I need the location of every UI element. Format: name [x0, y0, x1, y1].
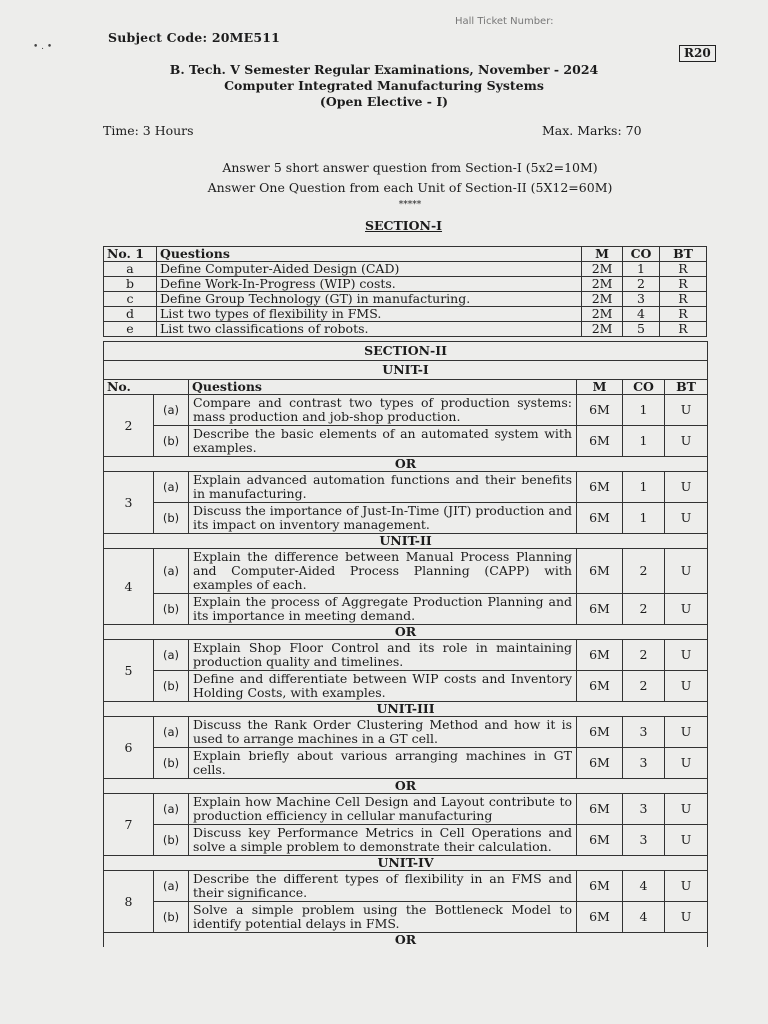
- table-row: [104, 395, 708, 426]
- part-label: (a): [154, 640, 189, 671]
- table-row: [104, 292, 707, 307]
- course-outcome: 2: [623, 671, 665, 702]
- question-text: Explain advanced automation functions and their benefits in manufacturing.: [189, 472, 577, 503]
- table-row: [104, 503, 708, 534]
- question-text: Discuss the Rank Order Clustering Method and how it is used to arrange machines in a GT cell.: [189, 717, 577, 748]
- question-number: c: [104, 292, 157, 307]
- column-header: BT: [665, 380, 708, 395]
- question-number: 2: [104, 395, 154, 457]
- question-number: 5: [104, 640, 154, 702]
- blooms-level: R: [660, 262, 707, 277]
- course-outcome: 3: [623, 748, 665, 779]
- blooms-level: U: [665, 825, 708, 856]
- part-label: (b): [154, 748, 189, 779]
- question-number: 3: [104, 472, 154, 534]
- marks: 6M: [577, 671, 623, 702]
- marks: 6M: [577, 472, 623, 503]
- or-divider: OR: [104, 933, 708, 948]
- question-text: List two types of flexibility in FMS.: [156, 307, 581, 322]
- question-number: e: [104, 322, 157, 337]
- blooms-level: U: [665, 594, 708, 625]
- blooms-level: U: [665, 426, 708, 457]
- question-text: Define and differentiate between WIP costs and Inventory Holding Costs, with examples.: [189, 671, 577, 702]
- question-text: Define Group Technology (GT) in manufacturing.: [156, 292, 581, 307]
- unit-title: UNIT-III: [104, 702, 708, 717]
- table-row: [104, 277, 707, 292]
- marks: 6M: [577, 503, 623, 534]
- course-outcome: 2: [623, 549, 665, 594]
- hall-ticket-label: Hall Ticket Number:: [455, 16, 554, 27]
- marks: 2M: [582, 262, 623, 277]
- blooms-level: U: [665, 671, 708, 702]
- regulation-badge: R20: [679, 45, 716, 62]
- table-row: [104, 262, 707, 277]
- column-header: M: [582, 247, 623, 262]
- section-2-title: SECTION-II: [104, 342, 708, 361]
- blooms-level: U: [665, 902, 708, 933]
- course-outcome: 4: [623, 871, 665, 902]
- question-text: Explain how Machine Cell Design and Layout contribute to production efficiency in cellular manufacturing: [189, 794, 577, 825]
- course-outcome: 1: [623, 262, 660, 277]
- table-row: [104, 825, 708, 856]
- section-2-table: [103, 341, 708, 947]
- table-header-row: [104, 247, 707, 262]
- separator-stars: *****: [398, 200, 422, 210]
- part-label: (a): [154, 549, 189, 594]
- course-outcome: 2: [623, 594, 665, 625]
- max-marks: Max. Marks: 70: [542, 123, 642, 138]
- blooms-level: U: [665, 503, 708, 534]
- marks: 6M: [577, 825, 623, 856]
- table-row: [104, 748, 708, 779]
- column-header: M: [577, 380, 623, 395]
- column-header: Questions: [156, 247, 581, 262]
- blooms-level: U: [665, 748, 708, 779]
- course-outcome: 1: [623, 426, 665, 457]
- unit-title: UNIT-IV: [104, 856, 708, 871]
- course-outcome: 3: [623, 794, 665, 825]
- question-text: Explain the difference between Manual Process Planning and Computer-Aided Process Planning (CAPP) with examples of each.: [189, 549, 577, 594]
- table-header-row: [104, 380, 708, 395]
- blooms-level: R: [660, 292, 707, 307]
- section-1-table: [103, 246, 707, 337]
- course-outcome: 1: [623, 472, 665, 503]
- unit-title: UNIT-II: [104, 534, 708, 549]
- column-header: No.: [104, 380, 189, 395]
- blooms-level: U: [665, 472, 708, 503]
- question-number: 6: [104, 717, 154, 779]
- table-row: [104, 549, 708, 594]
- column-header: CO: [623, 247, 660, 262]
- question-text: List two classifications of robots.: [156, 322, 581, 337]
- part-label: (a): [154, 472, 189, 503]
- table-row: [104, 671, 708, 702]
- question-text: Describe the basic elements of an automated system with examples.: [189, 426, 577, 457]
- marks: 6M: [577, 549, 623, 594]
- marks: 6M: [577, 594, 623, 625]
- blooms-level: R: [660, 277, 707, 292]
- marks: 6M: [577, 426, 623, 457]
- or-divider: OR: [104, 625, 708, 640]
- course-outcome: 2: [623, 277, 660, 292]
- marks: 6M: [577, 794, 623, 825]
- or-divider: OR: [104, 779, 708, 794]
- marks: 6M: [577, 395, 623, 426]
- marks: 2M: [582, 277, 623, 292]
- table-row: [104, 307, 707, 322]
- marks: 6M: [577, 748, 623, 779]
- marks: 6M: [577, 871, 623, 902]
- blooms-level: R: [660, 307, 707, 322]
- question-number: b: [104, 277, 157, 292]
- marks: 6M: [577, 717, 623, 748]
- course-outcome: 3: [623, 717, 665, 748]
- marks: 2M: [582, 307, 623, 322]
- part-label: (a): [154, 717, 189, 748]
- question-text: Explain briefly about various arranging machines in GT cells.: [189, 748, 577, 779]
- blooms-level: U: [665, 640, 708, 671]
- question-number: a: [104, 262, 157, 277]
- table-row: [104, 794, 708, 825]
- question-number: d: [104, 307, 157, 322]
- blooms-level: U: [665, 871, 708, 902]
- part-label: (a): [154, 871, 189, 902]
- table-row: [104, 640, 708, 671]
- instruction-section-1: Answer 5 short answer question from Section-I (5x2=10M): [222, 160, 598, 175]
- blooms-level: R: [660, 322, 707, 337]
- question-number: 4: [104, 549, 154, 625]
- margin-marks: • . •: [33, 42, 53, 52]
- course-outcome: 4: [623, 307, 660, 322]
- section-1-title: SECTION-I: [365, 218, 443, 233]
- question-text: Solve a simple problem using the Bottleneck Model to identify potential delays in FMS.: [189, 902, 577, 933]
- course-outcome: 4: [623, 902, 665, 933]
- part-label: (b): [154, 503, 189, 534]
- part-label: (b): [154, 825, 189, 856]
- marks: 6M: [577, 640, 623, 671]
- question-text: Define Computer-Aided Design (CAD): [156, 262, 581, 277]
- column-header: No. 1: [104, 247, 157, 262]
- elective-title: (Open Elective - I): [319, 94, 449, 109]
- part-label: (b): [154, 902, 189, 933]
- question-text: Compare and contrast two types of production systems: mass production and job-shop production.: [189, 395, 577, 426]
- unit-title: UNIT-I: [104, 361, 708, 380]
- marks: 2M: [582, 292, 623, 307]
- question-number: 7: [104, 794, 154, 856]
- part-label: (b): [154, 426, 189, 457]
- course-title: Computer Integrated Manufacturing Systems: [224, 78, 544, 93]
- table-row: [104, 472, 708, 503]
- part-label: (b): [154, 594, 189, 625]
- part-label: (a): [154, 395, 189, 426]
- course-outcome: 3: [623, 292, 660, 307]
- blooms-level: U: [665, 717, 708, 748]
- part-label: (b): [154, 671, 189, 702]
- table-row: [104, 717, 708, 748]
- subject-code: Subject Code: 20ME511: [108, 30, 281, 45]
- course-outcome: 5: [623, 322, 660, 337]
- question-text: Describe the different types of flexibility in an FMS and their significance.: [189, 871, 577, 902]
- exam-time: Time: 3 Hours: [103, 123, 194, 138]
- question-text: Explain the process of Aggregate Production Planning and its importance in meeting demand.: [189, 594, 577, 625]
- column-header: CO: [623, 380, 665, 395]
- course-outcome: 1: [623, 395, 665, 426]
- question-text: Discuss the importance of Just-In-Time (JIT) production and its impact on inventory management.: [189, 503, 577, 534]
- table-row: [104, 322, 707, 337]
- table-row: [104, 594, 708, 625]
- blooms-level: U: [665, 395, 708, 426]
- table-row: [104, 426, 708, 457]
- instruction-section-2: Answer One Question from each Unit of Section-II (5X12=60M): [207, 180, 613, 195]
- course-outcome: 3: [623, 825, 665, 856]
- marks: 6M: [577, 902, 623, 933]
- column-header: Questions: [189, 380, 577, 395]
- marks: 2M: [582, 322, 623, 337]
- part-label: (a): [154, 794, 189, 825]
- question-number: 8: [104, 871, 154, 933]
- question-text: Explain Shop Floor Control and its role in maintaining production quality and timelines.: [189, 640, 577, 671]
- table-row: [104, 902, 708, 933]
- blooms-level: U: [665, 794, 708, 825]
- table-row: [104, 871, 708, 902]
- course-outcome: 2: [623, 640, 665, 671]
- exam-title: B. Tech. V Semester Regular Examinations, November - 2024: [169, 62, 599, 77]
- question-text: Discuss key Performance Metrics in Cell Operations and solve a simple problem to demonstrate their calculation.: [189, 825, 577, 856]
- blooms-level: U: [665, 549, 708, 594]
- column-header: BT: [660, 247, 707, 262]
- course-outcome: 1: [623, 503, 665, 534]
- or-divider: OR: [104, 457, 708, 472]
- question-text: Define Work-In-Progress (WIP) costs.: [156, 277, 581, 292]
